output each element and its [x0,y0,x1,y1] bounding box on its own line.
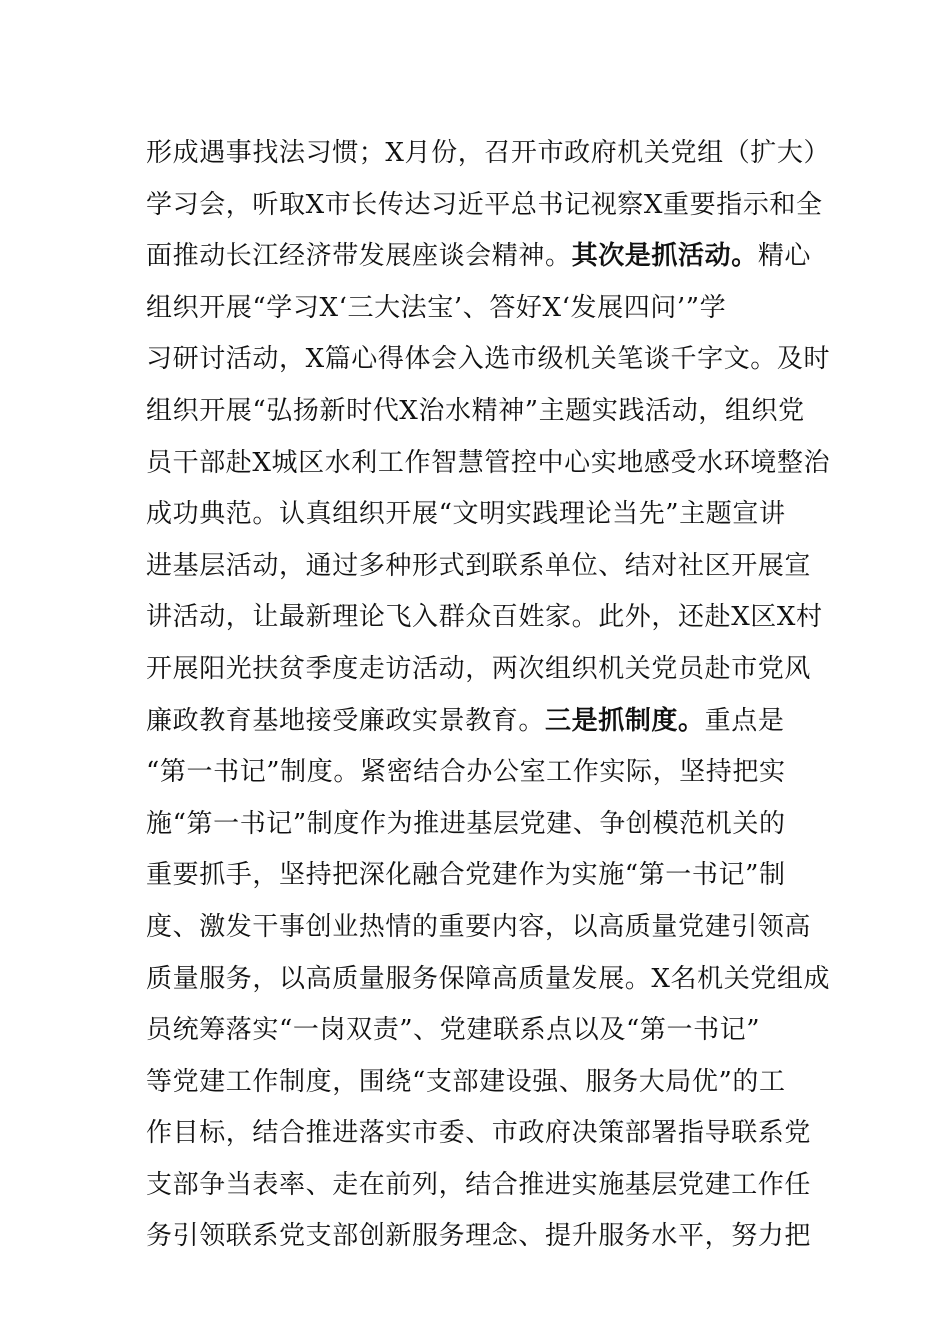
text-run: “第一书记”制度。紧密结合办公室工作实际，坚持把实 [146,757,786,788]
text-line [146,1108,816,1160]
text-line [146,644,816,696]
text-run: 施“第一书记”制度作为推进基层党建、争创模范机关的 [146,808,786,839]
text-run: 作目标，结合推进落实市委、市政府决策部署指导联系党 [146,1118,812,1149]
text-run: 员干部赴X城区水利工作智慧管控中心实地感受水环境整治 [146,447,831,478]
text-run: 讲活动，让最新理论飞入群众百姓家。此外，还赴X区X村 [146,602,823,633]
text-line [146,799,816,851]
text-run: 支部争当表率、走在前列，结合推进实施基层党建工作任 [146,1169,812,1200]
text-line [146,850,816,902]
text-line [146,283,816,335]
text-line [146,541,816,593]
text-line [146,747,816,799]
text-run: 员统筹落实“一岗双责”、党建联系点以及“第一书记” [146,1015,761,1046]
text-run: 习研讨活动，X篇心得体会入选市级机关笔谈千字文。及时 [146,344,831,375]
text-line [146,231,816,283]
text-line [146,1057,816,1109]
bold-heading-phrase: 其次是抓活动。 [571,241,758,272]
text-run: 进基层活动，通过多种形式到联系单位、结对社区开展宣 [146,550,812,581]
text-run: 组织开展“弘扬新时代X治水精神”主题实践活动，组织党 [146,395,805,426]
text-run: 重点是 [704,705,785,736]
text-line [146,438,831,490]
text-line [146,902,816,954]
text-line [146,334,831,386]
bold-heading-phrase: 三是抓制度。 [545,705,705,736]
text-line [146,1211,816,1263]
text-run: 务引领联系党支部创新服务理念、提升服务水平，努力把 [146,1221,812,1252]
text-line [146,592,823,644]
text-run: 质量服务，以高质量服务保障高质量发展。X名机关党组成 [146,963,831,994]
text-line [146,180,823,232]
text-line [146,386,816,438]
text-line [146,128,831,180]
text-run: 重要抓手，坚持把深化融合党建作为实施“第一书记”制 [146,860,786,891]
text-run: 形成遇事找法习惯；X月份，召开市政府机关党组（扩大） [146,138,831,168]
text-run: 面推动长江经济带发展座谈会精神。 [146,241,572,272]
text-line [146,489,816,541]
text-run: 开展阳光扶贫季度走访活动，两次组织机关党员赴市党风 [146,653,812,684]
text-line [146,954,831,1006]
text-run: 等党建工作制度，围绕“支部建设强、服务大局优”的工 [146,1066,786,1097]
text-run: 成功典范。认真组织开展“文明实践理论当先”主题宣讲 [146,499,786,530]
text-run: 廉政教育基地接受廉政实景教育。 [146,705,546,736]
text-run: 组织开展“学习X‘三大法宝’、答好X‘发展四问’”学 [146,292,727,323]
text-run: 度、激发干事创业热情的重要内容，以高质量党建引领高 [146,911,812,942]
text-run: 学习会，听取X市长传达习近平总书记视察X重要指示和全 [146,189,823,220]
text-line [146,1160,816,1212]
text-line [146,1005,816,1057]
body-text [146,128,831,1263]
text-run: 精心 [757,241,812,272]
text-line [146,696,816,748]
